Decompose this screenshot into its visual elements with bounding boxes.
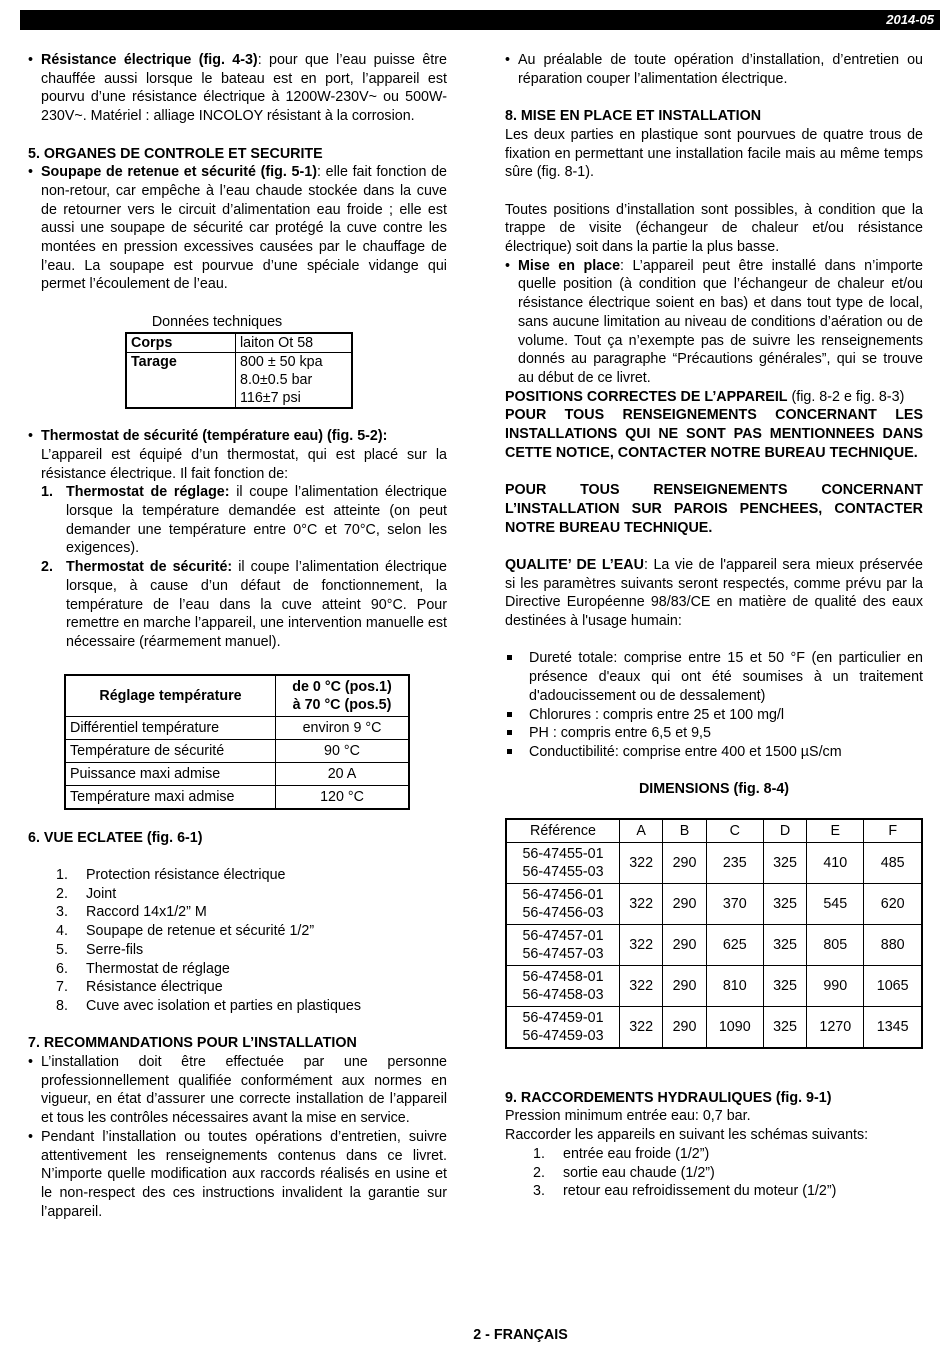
qualite-paragraph bbox=[505, 556, 923, 631]
connection-name: sortie eau chaude (1/2”) bbox=[563, 1164, 715, 1181]
positions-title: POSITIONS CORRECTES DE L’APPAREIL bbox=[505, 388, 788, 405]
item1-title: Thermostat de réglage: bbox=[66, 484, 230, 501]
temp-label: Différentiel température bbox=[65, 716, 276, 739]
dim-d: 325 bbox=[763, 965, 806, 1006]
reference-03: 56-47458-03 bbox=[522, 986, 604, 1003]
reference-03: 56-47457-03 bbox=[522, 945, 604, 962]
column-header: E bbox=[807, 819, 864, 843]
dim-c: 625 bbox=[706, 924, 763, 965]
resistance-text: : pour que l’eau puisse être chauffée aussi lorsque le bateau est en port, l’appareil est pourvu d’une résistance électrique à 1200W-230V~ ou 500W-230V~. Matériel : alliage INCOLOY résistant à la corrosion. bbox=[41, 52, 447, 125]
dim-d: 325 bbox=[763, 842, 806, 883]
list-item bbox=[28, 941, 447, 960]
dim-a: 322 bbox=[620, 965, 663, 1006]
qualite-text: : La vie de l'appareil sera mieux préservée si les paramètres suivants seront respectés, comme prévu par la Directive Européenne 98/83/CE en matière de qualité des eaux destinées à l'usage humain: bbox=[505, 556, 923, 630]
list-item: Dureté totale: comprise entre 15 et 50 °F (en particulier en présence d'eaux qui ont été soumises à un traitement d'adoucissement ou de dessalement) bbox=[505, 649, 923, 705]
dim-d: 325 bbox=[763, 924, 806, 965]
reference-03: 56-47456-03 bbox=[522, 904, 604, 921]
notice-1: POUR TOUS RENSEIGNEMENTS CONCERNANT LES INSTALLATIONS QUI NE SONT PAS MENTIONNEES DANS CETTE NOTICE, CONTACTER NOTRE BUREAU TECHNIQUE. bbox=[505, 407, 923, 461]
part-name: Serre-fils bbox=[86, 941, 144, 958]
mise-title: Mise en place bbox=[518, 257, 621, 274]
dim-c: 810 bbox=[706, 965, 763, 1006]
part-name: Soupape de retenue et sécurité 1/2” bbox=[86, 923, 315, 940]
section-8-title: 8. MISE EN PLACE ET INSTALLATION bbox=[505, 108, 762, 125]
thermostat-title: Thermostat de sécurité (température eau) (fig. 5-2): bbox=[41, 428, 388, 445]
item-number: 2. bbox=[533, 1164, 545, 1181]
list-item bbox=[28, 960, 447, 979]
dim-c: 1090 bbox=[706, 1006, 763, 1048]
thermostat-text: L’appareil est équipé d’un thermostat, qui est placé sur la résistance électrique. Il fait fonction de: bbox=[41, 446, 447, 482]
reference-cell bbox=[506, 924, 620, 965]
tech-val-tarage bbox=[236, 352, 353, 408]
item2-title: Thermostat de sécurité: bbox=[66, 559, 233, 576]
connection-name: retour eau refroidissement du moteur (1/2”) bbox=[563, 1183, 837, 1200]
section-6-title: 6. VUE ECLATEE (fig. 6-1) bbox=[28, 829, 203, 846]
soupape-paragraph bbox=[28, 163, 447, 294]
section-5-title: 5. ORGANES DE CONTROLE ET SECURITE bbox=[28, 145, 323, 162]
list-item: Chlorures : compris entre 25 et 100 mg/l bbox=[505, 706, 923, 725]
item-number: 6. bbox=[56, 960, 68, 977]
list-item bbox=[28, 903, 447, 922]
part-name: Résistance électrique bbox=[86, 979, 223, 996]
item-number: 1. bbox=[41, 484, 53, 501]
column-header: C bbox=[706, 819, 763, 843]
item-number: 1. bbox=[56, 867, 68, 884]
recommendation-3: • Au préalable de toute opération d’installation, d’entretien ou réparation couper l’alimentation électrique. bbox=[505, 51, 923, 88]
left-column bbox=[28, 51, 447, 1221]
dim-d: 325 bbox=[763, 883, 806, 924]
item1-text: il coupe l’alimentation électrique lorsque la température demandée est atteinte (on peut demander une température entre 0°C et 70°C, selon les exigences). bbox=[66, 484, 447, 557]
list-item: PH : compris entre 6,5 et 9,5 bbox=[505, 724, 923, 743]
item-number: 3. bbox=[533, 1183, 545, 1200]
temp-range-to: à 70 °C (pos.5) bbox=[292, 696, 392, 713]
resistance-title: Résistance électrique (fig. 4-3) bbox=[41, 52, 258, 68]
right-column bbox=[505, 51, 923, 1201]
dim-f: 880 bbox=[864, 924, 922, 965]
tarage-psi: 116±7 psi bbox=[240, 389, 301, 406]
table-row bbox=[506, 924, 922, 965]
table-row bbox=[65, 675, 409, 717]
column-header: A bbox=[620, 819, 663, 843]
resistance-paragraph bbox=[28, 51, 447, 126]
table-row bbox=[65, 739, 409, 762]
positions-ref: (fig. 8-2 e fig. 8-3) bbox=[787, 388, 905, 405]
s9-paragraph-1: Pression minimum entrée eau: 0,7 bar. bbox=[505, 1108, 751, 1125]
positions-line bbox=[505, 388, 923, 407]
column-header: Référence bbox=[506, 819, 620, 843]
mise-en-place bbox=[505, 257, 923, 388]
list-item bbox=[28, 922, 447, 941]
temp-header-range bbox=[276, 675, 410, 717]
item-number: 5. bbox=[56, 941, 68, 958]
item-number: 1. bbox=[533, 1145, 545, 1162]
item-number: 4. bbox=[56, 923, 68, 940]
table-row bbox=[126, 333, 352, 353]
part-name: Protection résistance électrique bbox=[86, 867, 286, 884]
table-row bbox=[65, 785, 409, 809]
item-number: 2. bbox=[56, 885, 68, 902]
connection-name: entrée eau froide (1/2”) bbox=[563, 1145, 710, 1162]
dim-a: 322 bbox=[620, 1006, 663, 1048]
section-7-title: 7. RECOMMANDATIONS POUR L’INSTALLATION bbox=[28, 1035, 357, 1052]
reference-01: 56-47458-01 bbox=[522, 968, 604, 985]
item-number: 2. bbox=[41, 559, 53, 576]
item2-text: il coupe l’alimentation électrique lorsque, à cause d’un défaut de fonctionnement, la température de l’eau dans la cuve atteint 90°C. Pour remettre en marche l’appareil, une intervention manuelle est nécessaire (réarmement manuel). bbox=[66, 559, 447, 650]
tech-table bbox=[125, 332, 353, 409]
temp-label: Puissance maxi admise bbox=[65, 762, 276, 785]
dim-e: 1270 bbox=[807, 1006, 864, 1048]
page-number: 2 - FRANÇAIS bbox=[473, 1327, 568, 1343]
list-item bbox=[28, 866, 447, 885]
dim-c: 370 bbox=[706, 883, 763, 924]
section-9-title: 9. RACCORDEMENTS HYDRAULIQUES (fig. 9-1) bbox=[505, 1089, 832, 1106]
dim-d: 325 bbox=[763, 1006, 806, 1048]
reference-cell bbox=[506, 883, 620, 924]
dim-b: 290 bbox=[663, 924, 706, 965]
tech-key-corps: Corps bbox=[126, 333, 236, 353]
column-header: B bbox=[663, 819, 706, 843]
dim-f: 1065 bbox=[864, 965, 922, 1006]
dim-f: 1345 bbox=[864, 1006, 922, 1048]
dim-b: 290 bbox=[663, 883, 706, 924]
reference-01: 56-47457-01 bbox=[522, 927, 604, 944]
part-name: Thermostat de réglage bbox=[86, 960, 230, 977]
temp-label: Température de sécurité bbox=[65, 739, 276, 762]
dim-b: 290 bbox=[663, 965, 706, 1006]
list-item: Conductibilité: comprise entre 400 et 1500 µS/cm bbox=[505, 743, 923, 762]
dimensions-title: DIMENSIONS (fig. 8-4) bbox=[638, 781, 790, 798]
tech-val-corps: laiton Ot 58 bbox=[236, 333, 353, 353]
reference-cell bbox=[506, 965, 620, 1006]
dim-c: 235 bbox=[706, 842, 763, 883]
s9-paragraph-2: Raccorder les appareils en suivant les schémas suivants: bbox=[505, 1127, 869, 1144]
dim-e: 410 bbox=[807, 842, 864, 883]
dim-b: 290 bbox=[663, 1006, 706, 1048]
list-item bbox=[28, 997, 447, 1016]
tarage-kpa: 800 ± 50 kpa bbox=[240, 353, 323, 370]
reference-01: 56-47455-01 bbox=[522, 845, 604, 862]
list-item bbox=[505, 1145, 923, 1164]
table-row bbox=[506, 842, 922, 883]
tech-key-tarage: Tarage bbox=[126, 352, 236, 408]
list-item bbox=[28, 885, 447, 904]
item-number: 8. bbox=[56, 997, 68, 1014]
temp-label: Température maxi admise bbox=[65, 785, 276, 809]
recommendation-2: • Pendant l’installation ou toutes opérations d’entretien, suivre attentivement les renseignements contenus dans ce livret. N’importe quelle modification aux raccords réalisés en usine et le non-respect des ces instructions invalident la garantie sur l’appareil. bbox=[28, 1128, 447, 1222]
dim-f: 620 bbox=[864, 883, 922, 924]
dim-e: 805 bbox=[807, 924, 864, 965]
part-name: Cuve avec isolation et parties en plastiques bbox=[86, 997, 361, 1014]
soupape-text: : elle fait fonction de non-retour, car empêche à l’eau chaude stockée dans la cuve de retourner vers le circuit d’alimentation eau froide ; elle est aussi une soupape de sécurité car protégé la cuve contre les montées en pression excessives causées par le chauffage de l’eau. La soupape est pourvue d’une spéciale vidange qui permet l’écoulement de l’eau. bbox=[41, 164, 447, 293]
reference-01: 56-47459-01 bbox=[522, 1009, 604, 1026]
soupape-title: Soupape de retenue et sécurité (fig. 5-1) bbox=[41, 164, 317, 181]
list-item bbox=[28, 978, 447, 997]
reference-03: 56-47459-03 bbox=[522, 1027, 604, 1044]
page-footer bbox=[0, 1326, 950, 1345]
header-bar bbox=[20, 10, 940, 30]
temp-value: 20 A bbox=[276, 762, 410, 785]
list-item bbox=[28, 558, 447, 652]
list-item bbox=[505, 1182, 923, 1201]
table-row bbox=[126, 352, 352, 408]
temp-value: environ 9 °C bbox=[276, 716, 410, 739]
thermostat-title-line bbox=[28, 427, 447, 446]
part-name: Raccord 14x1/2” M bbox=[86, 904, 207, 921]
dim-f: 485 bbox=[864, 842, 922, 883]
table-row bbox=[506, 883, 922, 924]
tech-caption: Données techniques bbox=[151, 313, 283, 330]
list-item bbox=[28, 483, 447, 558]
s8-paragraph-1: Les deux parties en plastique sont pourvues de quatre trous de fixation en permettant une installation facile mais au même temps sûre (fig. 8-1). bbox=[505, 126, 923, 181]
column-header: F bbox=[864, 819, 922, 843]
temperature-table bbox=[64, 674, 410, 810]
table-row bbox=[506, 1006, 922, 1048]
temp-range-from: de 0 °C (pos.1) bbox=[292, 678, 392, 695]
list-item bbox=[505, 1164, 923, 1183]
mise-text: : L’appareil peut être installé dans n’importe quelle position (à condition que l’échangeur de chaleur et/ou résistance électrique soient en bas) et dans tout type de local, sans aucune limitation au niveau de conditions d’aération ou de volume. Tout ça n’exempte pas de suivre les renseignements donnés au paragraphe “Précautions générales”, qui se trouve au début de ce livret. bbox=[518, 257, 923, 386]
dimensions-table bbox=[505, 818, 923, 1049]
dim-a: 322 bbox=[620, 883, 663, 924]
temp-value: 120 °C bbox=[276, 785, 410, 809]
reference-cell bbox=[506, 842, 620, 883]
reference-03: 56-47455-03 bbox=[522, 863, 604, 880]
reference-01: 56-47456-01 bbox=[522, 886, 604, 903]
item-number: 7. bbox=[56, 979, 68, 996]
item-number: 3. bbox=[56, 904, 68, 921]
recommendation-1: • L’installation doit être effectuée par une personne professionnellement qualifiée conformément aux normes en vigueur, en état d’assurer une correcte installation de l’appareil et tous les contrôles nécessaires avant la mise en service. bbox=[28, 1053, 447, 1128]
dim-e: 990 bbox=[807, 965, 864, 1006]
tarage-bar: 8.0±0.5 bar bbox=[240, 371, 313, 388]
dim-a: 322 bbox=[620, 842, 663, 883]
dim-e: 545 bbox=[807, 883, 864, 924]
dim-a: 322 bbox=[620, 924, 663, 965]
dim-b: 290 bbox=[663, 842, 706, 883]
notice-2: POUR TOUS RENSEIGNEMENTS CONCERNANT L’INSTALLATION SUR PAROIS PENCHEES, CONTACTER NOTRE BUREAU TECHNIQUE. bbox=[505, 482, 923, 536]
table-row bbox=[506, 965, 922, 1006]
table-row bbox=[506, 819, 922, 843]
column-header: D bbox=[763, 819, 806, 843]
qualite-title: QUALITE’ DE L’EAU bbox=[505, 556, 644, 573]
temp-value: 90 °C bbox=[276, 739, 410, 762]
temp-header-label: Réglage température bbox=[65, 675, 276, 717]
reference-cell bbox=[506, 1006, 620, 1048]
part-name: Joint bbox=[86, 885, 117, 902]
document-date: 2014-05 bbox=[886, 12, 934, 27]
table-row bbox=[65, 716, 409, 739]
table-row bbox=[65, 762, 409, 785]
s8-paragraph-2: Toutes positions d’installation sont possibles, à condition que la trappe de visite (échangeur de chaleur et/ou résistance électrique) soit dans la partie la plus basse. bbox=[505, 201, 923, 255]
